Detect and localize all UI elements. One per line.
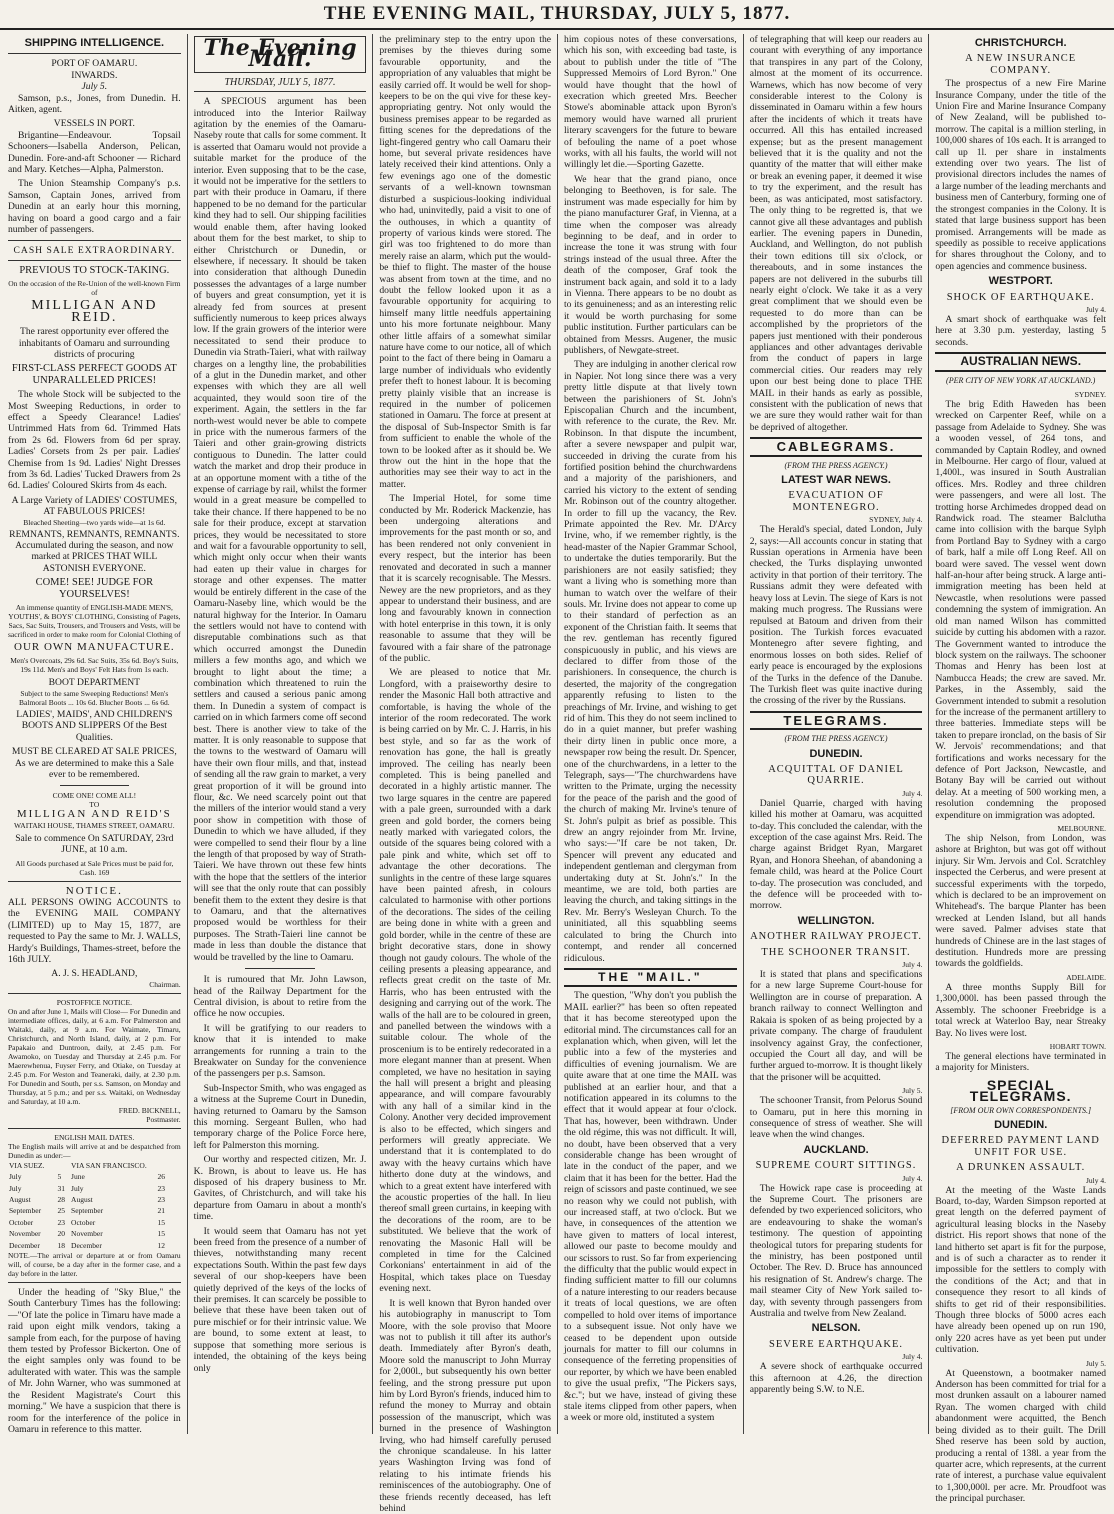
- adelaide-label: ADELAIDE.: [1066, 972, 1107, 982]
- immense: An immense quantity of ENGLISH-MADE MEN'S, YOUTHS', & BOYS' CLOTHING, Consisting of Pagets, Sacs, Sac Suits, Trousers, and Trousers and Vests, will be sacrificed in order to make room for Colonial Clothing of: [8, 603, 181, 640]
- dunedin-text: Daniel Quarrie, charged with having killed his mother at Oamaru, was acquitted to-day. This concluded the calendar, with the exception of the case against Mrs. Reid. The charge against Bridget Ryan, Margaret Ryan, and Honora Sheehan, of abandoning a female child, was heard at the Police Court to-day. The prosecution was concluded, and the defence will be proceeded with to-morrow.: [749, 797, 923, 912]
- boot-heading: BOOT DEPARTMENT: [48, 677, 141, 689]
- table-row: July 31 July 23: [9, 1183, 166, 1193]
- editorial-p5: Our worthy and respected citizen, Mr. J. K. Brown, is about to leave us. He has disposed of his drapery business to Mr. Gavites, of Christchurch, and will take his departure from Oamaru in about a month's time.: [193, 1154, 367, 1223]
- mail-table: [8, 1160, 181, 1251]
- date-5: July 4.: [902, 1352, 923, 1362]
- transit-heading: THE SCHOONER TRANSIT.: [761, 946, 911, 958]
- variety: A Large Variety of LADIES' COSTUMES, AT FABULOUS PRICES!: [11, 494, 178, 518]
- editorial-p2: It is rumoured that Mr. John Lawson, head of the Railway Department for the Central division, is about to retire from the office he now occupies.: [193, 974, 367, 1020]
- column-2: [188, 34, 374, 1434]
- firm-name: MILLIGAN AND REID.: [31, 298, 158, 325]
- table-row: July 5 June 26: [9, 1172, 166, 1182]
- notice-text: ALL PERSONS OWING ACCOUNTS to the EVENING MAIL COMPANY (LIMITED) up to May 15, 1877, are requested to Pay the same to Mr. J. WALLS, Hardy's Buildings, Thames-street, before the 16th JULY.: [8, 896, 181, 965]
- paper-title: The Evening Mail.: [194, 36, 367, 73]
- railway-heading: ANOTHER RAILWAY PROJECT.: [750, 931, 922, 943]
- insurance-heading: A NEW INSURANCE COMPANY.: [965, 53, 1077, 76]
- war-text: The Herald's special, dated London, July 2, says:—All accounts concur in stating that Russian operations in Armenia have been checked, the Turks displaying unwonted activity in that portion of their territory. The Russians admit they were defeated with heavy loss at Levin. The siege of Kars is not making much progress. The Russians were repulsed at Batoum and driven from their position. The Turkish forces evacuated Montenegro after severe fighting, and enormous losses on both sides. Relief of early peace is encouraged by the explosions of the Turks in the defence of the Danube. The Turkish fleet was quite inactive during the crossing of the river by the Russians.: [749, 524, 923, 707]
- insurance-text: The prospectus of a new Fire Marine Insurance Company, under the title of the Union Fire and Marine Insurance Company of New Zealand, will be published to-morrow. The capital is a million sterling, in 100,000 shares of 10s each. It is arranged to call up 1l. per share in instalments extending over two years. The list of provisional directors includes the names of a large number of the leading merchants and business men of Canterbury, forming one of the strongest companies in the Colony. It is stated that large business support has been promised. Arrangements will be made as speedily as possible to receive applications for shares throughout the Colony, and to open agencies and commence business.: [935, 78, 1107, 272]
- war-news-heading: LATEST WAR NEWS.: [781, 474, 891, 487]
- christchurch-heading: CHRISTCHURCH.: [974, 37, 1067, 49]
- telegrams-heading: TELEGRAMS.: [750, 711, 923, 730]
- sittings-heading: SUPREME COURT SITTINGS.: [755, 1160, 917, 1172]
- sydney-label: SYDNEY.: [1074, 389, 1107, 399]
- press-agency: (FROM THE PRESS AGENCY.): [784, 460, 888, 470]
- acquittal-heading: ACQUITTAL OF DANIEL QUARRIE.: [768, 763, 904, 787]
- column-1: [2, 34, 188, 1434]
- earthquake-heading: SEVERE EARTHQUAKE.: [769, 1338, 904, 1350]
- melbourne-label: MELBOURNE.: [1057, 824, 1107, 833]
- col3-p4: It is well known that Byron handed over his autobiography in manuscript to Tom Moore, with the sole proviso that Moore was not to publish it till after its author's death. Immediately after Byron's death, Moore sold the manuscript to John Murray for 2,000l., but subsequently his own better feeling, and the strong pressure put upon him by Lord Byron's friends, induced him to refund the money to Murray and obtain possession of the manuscript, which was burned in the presence of Washington Irving, who had himself carefully perused the chronique scandaleuse. In his latter years Washington Irving was fond of relating to his intimate friends his reminiscences of the autobiography. One of these friends recently deceased, has left behind: [379, 1297, 552, 1514]
- table-row: August 28 August 23: [9, 1195, 166, 1204]
- wellington-heading: WELLINGTON.: [797, 914, 875, 927]
- column-3: [373, 34, 558, 1514]
- westport-date: July 4.: [1086, 304, 1107, 314]
- column-4: [558, 34, 744, 1434]
- mail-intro: The English mails will arrive at and be despatched from Dunedin as under:—: [8, 1141, 181, 1160]
- mail-note: NOTE.—The arrival or departure at or from Oamaru will, of course, be a day after in the former case, and a day before in the latter.: [8, 1251, 181, 1279]
- date-4: July 4.: [902, 1173, 923, 1183]
- nelson-heading: NELSON.: [811, 1322, 861, 1335]
- table-row: November 20 November 15: [9, 1229, 166, 1239]
- shock-heading: SHOCK OF EARTHQUAKE.: [946, 291, 1095, 303]
- via-sf: VIA SAN FRANCISCO.: [71, 1160, 147, 1170]
- assault-heading: A DRUNKEN ASSAULT.: [956, 1162, 1086, 1174]
- col3-p2: The Imperial Hotel, for some time conducted by Mr. Roderick Mackenzie, has been undergoing alterations and improvements for the past month or so, and has been rendered not only convenient in every respect, but the interior has been renovated and decorated in such a manner that it is scarcely recognisable. The Messrs. Newey are the new proprietors, and as they appear to understand their business, and are long and favourably known in connection with hotel enterprise in this town, it is only reasonable to assume that they will be favoured with a fair share of the patronage of the public.: [379, 493, 552, 664]
- must-cleared: MUST BE CLEARED AT SALE PRICES, As we are determined to make this a Sale ever to be remembered.: [11, 746, 177, 780]
- inwards-heading: INWARDS.: [71, 69, 118, 81]
- auckland-heading: AUCKLAND.: [803, 1143, 869, 1156]
- headland: A. J. S. HEADLAND,: [51, 968, 138, 980]
- all-goods: All Goods purchased at Sale Prices must be paid for, Cash. 169: [15, 858, 174, 877]
- sale-commence: Sale to commence On SATURDAY, 23rd JUNE, at 10 a.m.: [15, 832, 174, 856]
- boot-text: Subject to the same Sweeping Reductions! Men's Balmoral Boots ... 10s 6d. Blucher Boots ... 6s 6d.: [19, 688, 170, 707]
- overcoats: Men's Overcoats, 29s 6d. Sac Suits, 35s 6d. Boy's Suits, 19s 11d. Men's and Boys' Felt Hats from 1s each.: [10, 656, 179, 675]
- assault-text: At Queenstown, a bootmaker named Anderson has been committed for trial for a most drunken assault on a labourer named Ryan. The women charged with child abandonment were acquitted, the Bench being divided as to their guilt. The Drill Shed reserve has been sold by auction, producing a rental of 138l. a year from the quarter acre, which represents, at the current rate of interest, a purchase value equivalent to 1,300,000l. per acre. Mr. Proudfoot was the principal purchaser.: [935, 1367, 1107, 1505]
- occasion: On the occasion of the Re-Union of the well-known Firm of: [8, 279, 181, 298]
- previous-heading: PREVIOUS TO STOCK-TAKING.: [19, 264, 170, 276]
- australian-heading: AUSTRALIAN NEWS.: [935, 352, 1106, 371]
- editorial-p4: Sub-Inspector Smith, who was engaged as a witness at the Supreme Court in Dunedin, having returned to Oamaru by the Samson this morning. Sergeant Bullen, who had temporary charge of the Police Force here, left for Palmerston this morning.: [193, 1082, 367, 1151]
- special-heading: SPECIAL TELEGRAMS.: [969, 1076, 1072, 1105]
- postoffice-heading: POSTOFFICE NOTICE.: [56, 997, 132, 1007]
- waitaki-house: WAITAKI HOUSE, THAMES STREET, OAMARU.: [14, 820, 175, 830]
- table-row: October 23 October 15: [9, 1217, 166, 1227]
- chairman: Chairman.: [149, 979, 181, 989]
- first-class: FIRST-CLASS PERFECT GOODS AT UNPARALLELED PRICES!: [11, 363, 177, 386]
- mail-heading: THE "MAIL.": [564, 968, 737, 987]
- stock-text: The whole Stock will be subjected to the Most Sweeping Reductions, in order to effect a Speedy Clearance! Ladies' Untrimmed Hats from 6d. Trimmed Hats from 2s 6d. Flowers from 6d per spray. Ladies' Corsets from 2s per pair. Ladies' Chemise from 1s 9d. Ladies' Night Dresses from 3s 6d. Ladies' Tucked Drawers from 2s 6d. Ladies' Coloured Skirts from 4s each.: [8, 389, 181, 492]
- dunedin-heading-2: DUNEDIN.: [994, 1118, 1048, 1131]
- date-1: July 4.: [902, 788, 923, 798]
- per-city: (PER CITY OF NEW YORK AT AUCKLAND.): [946, 375, 1096, 385]
- dunedin-date-2: July 5.: [1086, 1358, 1107, 1368]
- adelaide-text: A three months Supply Bill for 1,300,000l. has been passed through the Assembly. The schooner Freebridge is a total wreck at Waterloo Bay, near Streaky Bay. No lives were lost.: [935, 981, 1107, 1039]
- ladies-boots: LADIES', MAIDS', AND CHILDREN'S BOOTS AND SLIPPERS Of the Best Qualities.: [16, 708, 173, 743]
- melbourne-text: The ship Nelson, from London, was ashore at Brighton, but was got off without injury. Sir Wm. Jervois and Col. Scratchley inspected the Cerberus, and were present at successful experiments with the torpedo, which is declared to be an improvement on Whitehead's. The barque Planter has been wrecked at Lenden Island, but all hands were saved. Palmer advises state that hundreds of Chinese are in the last stages of destitution. Hundreds more are pressing towards the goldfields.: [935, 833, 1107, 970]
- firm-text: The rarest opportunity ever offered the inhabitants of Oamaru and surrounding districts of procuring: [18, 326, 170, 360]
- deferred-text: At the meeting of the Waste Lands Board, to-day, Warden Simpson reported at great length on the deferred payment of agricultural leasing blocks in the Naseby district. His report shows that none of the land hitherto set apart is fit for the purpose, and is of such a character as to render it impossible for the settlers to comply with the conditions of the Act; and that in consequence they resort to all kinds of shifts to get rid of their responsibilities. Though three blocks of 5000 acres each have already been opened up on run 190, only 220 acres have as yet been put under cultivation.: [935, 1184, 1107, 1356]
- transit-text: The schooner Transit, from Pelorus Sound to Oamaru, put in here this morning in consequence of stress of weather. She will leave when the wind changes.: [749, 1095, 923, 1141]
- via-suez: VIA SUEZ.: [9, 1160, 45, 1170]
- sky-blue: Under the heading of "Sky Blue," the South Canterbury Times has the following:—"Of late the police in Timaru have made a raid upon eight milk vendors, taking a sample from each, for the purpose of having them tested by Professor Bickerton. One of the eight samples only was found to be adulterated with water. This was the sample of Mr. John Warner, who was summoned at the Resident Magistrate's Court this morning." We have a suspicion that there is room for the interference of the police in Oamaru in reference to this matter.: [8, 1287, 181, 1435]
- wellington-text: It is stated that plans and specifications for a new large Supreme Court-house for Wellington are in course of preparation. A branch railway to connect Wellington and Rakaia is spoken of as being projected by a private company. The charge of fraudulent insolvency against Gray, the confectioner, occupied the Court all day, and will be further argued to-morrow. It is thought likely that the prisoner will be acquitted.: [749, 969, 923, 1083]
- col3-p1: the preliminary step to the entry upon the premises by the thieves during some favourable opportunity, and the appropriation of any valuables that might be easily carried off. It would be well for shop-keepers to be on the qui vive for these key-appropriating gentry. Not only would the business premises appear to be regarded as fitting scenes for the depredations of the light-fingered gentry who call Oamaru their home, but several private residences have lately received their kind attentions. Only a few evenings ago one of the domestic servants of a well-known townsman disturbed a suspicious-looking individual who had, uninvitedly, paid a visit to one of the outhouses, in which a quantity of property of various kinds were stored. The girl was too frightened to do more than merely raise an alarm, which put the would-be thief to flight. The master of the house was absent from town at the time, and no doubt the fellow looked upon it as a favourable opportunity for acquiring to himself many little needfuls appertaining unto his more fortunate neighbour. Many other little affairs of a somewhat similar nature have come to our notice, all of which point to the fact of there being in Oamaru a large number of individuals who evidently prefer theft to honest labour. It is becoming pretty plainly visible that an increase is required in the number of policemen stationed in Oamaru. The force at present at the disposal of Sub-Inspector Smith is far from sufficient to enable the whole of the town to be looked after as it should be. We throw out the hint in the hope that the authorities may see their way to act in the matter.: [379, 34, 552, 490]
- english-mail-heading: ENGLISH MAIL DATES.: [54, 1132, 135, 1142]
- sydney-date: SYDNEY, July 4.: [869, 515, 923, 525]
- manufacture: OUR OWN MANUFACTURE.: [14, 641, 175, 654]
- date-2: July 4.: [902, 960, 923, 970]
- table-row: September 25 September 21: [9, 1206, 166, 1216]
- post-text: On and after June 1, Mails will Close— For Dunedin and intermediate offices, daily, at 6 a.m. For Palmerston and Waitaki, daily, at 9 a.m. For Waimate, Timaru, Christchurch, and North Island, daily, at 2 p.m. For Papakaio and Duntroon, daily, at 2.45 p.m. For Awamoko, on Tuesday and Thursday at 2.45 p.m. For Maerewhenua, Fuyser Ferry, and Otiake, on Tuesday at 2.45 p.m. For Weston and Teaneraki, daily, at 2.30 p.m. For Dunedin and South, per s.s. Samson, on Monday and Thursday, at 5 p.m.; and per s.s. Waitaki, on Wednesday and Saturday, at 10 a.m.: [8, 1006, 181, 1106]
- deferred-heading: DEFERRED PAYMENT LAND UNFIT FOR USE.: [941, 1135, 1100, 1158]
- dunedin-heading: DUNEDIN.: [809, 747, 863, 760]
- shipping-title: SHIPPING INTELLIGENCE.: [24, 37, 165, 49]
- editorial-p6: It would seem that Oamaru has not yet been freed from the presence of a number of thieves, notwithstanding many recent expectations South. Within the past few days several of our shop-keepers have been quietly deprived of the keys of the locks of their premises. It can scarcely be possible to believe that these have been taken out of pure mischief or for their intrinsic value. We are bound, to some extent at least, to suppose that something more serious is intended, the obtaining of the keys being only: [193, 1225, 367, 1374]
- inwards-text: Samson, p.s., Jones, from Dunedin. H. Aitken, agent.: [8, 92, 181, 116]
- column-6: [929, 34, 1112, 1505]
- col5-p1: of telegraphing that will keep our readers au courant with everything of any importance that transpires in any part of the Colony, almost at the moment of its occurrence. Warnews, which has now become of very considerable interest to the Colony is disseminated in Oamaru within a few hours after the incidents of which it treats have occurred. All this has entailed increased expense; but as the present management believed that it is the quality and not the quantity of the matter that will either make or break an evening paper, it deemed it wise to try the experiment, and the result has been, as was anticipated, most satisfactory. The only thing to be regretted is, that we cannot give all these advantages and publish earlier. The evening papers in Dunedin, Auckland, and Wellington, do not publish their town editions till six o'clock, or thereabouts, and in some instances the papers are not delivered in the suburbs till nearly eight o'clock. We take it as a very great compliment that we should even be requested to do more than can be accomplished by the proprietors of the papers just mentioned with their ponderous appliances and other advantages derivable from the conduct of papers in large commercial cities. Our readers may rely upon our best being done to place THE MAIL in their hands as early as possible, consistent with the publication of news that we are sure they would rather wait for than be deprived of altogether.: [749, 34, 923, 433]
- table-row: December 18 December 12: [9, 1240, 166, 1250]
- cablegrams-heading: CABLEGRAMS.: [750, 437, 923, 456]
- press-agency-2: (FROM THE PRESS AGENCY.): [784, 734, 888, 744]
- col3-p3: We are pleased to notice that Mr. Longford, with a praiseworthy desire to render the Masonic Hall both attractive and comfortable, is having the whole of the interior of the room redecorated. The work is being carried on by Mr. C. J. Harris, in his best style, and so far as the work of renovation has gone, the hall is greatly improved. The ceiling has nearly been completed. This is being panelled and decorated in a highly artistic manner. The two large squares in the centre are papered with a pale green, surrounded with a dark green and gold border, the corners being neatly marked with variegated colors, the outside of the squares being colored with a pale pink and white, which set off to advantage the other decorations. The sunlights in the centre of these large squares have been painted afresh, in colours calculated to harmonise with other portions of the decorations. The sides of the ceiling are being done in white with a green and gold border, while in the centre of these are bright decorative stars, done in showy though not gaudy colours. The whole of the ceiling presents a pleasing appearance, and reflects great credit on the taste of Mr. Harris, who has been entrusted with the designing and carrying out of the work. The walls of the hall are to be coloured in green, and panelled between the windows with a suitable colour. The whole of the proscenium is to be entirely redecorated in a more elegant manner than at present. When completed, we have no hesitation in saying the hall will present a bright and pleasing appearance, and will compare favourably with any hall of a similar kind in the Colony. Another very decided improvement is also to be effected, which singers and performers will greatly appreciate. We understand that it is contemplated to do away with the heavy curtains which have hitherto done duty at the windows, and which to a great extent have interfered with the acoustic properties of the hall. In lieu thereof small green curtains, in keeping with the decorations of the room, are to be substituted. We believe that the work of renovating the Masonic Hall will be completed in time for the Calcined Corkonians' entertainment in aid of the Hospital, which takes place on Tuesday evening next.: [379, 667, 552, 1295]
- inwards-date: July 5.: [81, 81, 108, 93]
- editorial-p3: It will be gratifying to our readers to know that it is intended to make arrangements for running a train to the Breakwater on Sunday for the convenience of the passengers per p.s. Samson.: [193, 1022, 367, 1080]
- notice-heading: NOTICE.: [65, 884, 123, 897]
- date-3: July 5.: [902, 1086, 923, 1096]
- come-see: COME! SEE! JUDGE FOR YOURSELVES!: [35, 577, 154, 600]
- westport-text: A smart shock of earthquake was felt here at 3.30 p.m. yesterday, lasting 5 seconds.: [935, 313, 1107, 348]
- col4-p3: They are indulging in another clerical row in Napier. Not long since there was a very pretty little dispute at that lively town between the parishioners of St. John's Episcopalian Church and the incumbent, with reference to the curate, the Rev. Mr. Robinson. In that dispute the incumbent, after a severe newspaper and pulpit war, succeeded in driving the curate from his fortified position behind the churchwardens and a majority of the parishioners, and carried his victory to the extent of sending Mr. Robinson out of the country altogether. In order to fill up the vacancy, the Rev. Primate appointed the Rev. Mr. D'Arcy Irvine, who, if we remember rightly, is the head-master of the Napier Grammar School, to undertake the duties temporarily. But the parishioners are not easily satisfied; they want a living who is something more than human to watch over the welfare of their souls. Mr. Irvine does not appear to come up to their standard of perfection as an exponent of the Christian faith. It seems that the rev. gentleman has recently figured conspicuously in public, and his views are declared to differ from those of the parishioners. In consequence, the church is deserted, the majority of the congregation apparently refusing to listen to the preachings of Mr. Irvine, and wishing to get rid of him. This they do not seem inclined to do in a quiet manner, but prefer washing their dirty linen in public once more, a newspaper row being the result. Dr. Spencer, one of the churchwardens, in a letter to the Telegraph, says—"The churchwardens have written to the Primate, urging the necessity for the peace of the parish and the good of the church of making Mr. Irvine's tenure of St. John's pulpit as brief as possible. This drew an angry rejoinder from Mr. Irvine, who says:—"If care be not taken, Dr. Spencer will prevent any educated and independent gentleman and clergyman from undertaking duty at St. John's." In the meantime, we are told, both parties are leaving the church, and taking sittings in the Rev. Mr. Berry's Wesleyan Church. To the uninitiated, all this squabbling seems calculated to bring the Church into contempt, and render all concerned ridiculous.: [564, 359, 737, 964]
- nelson-text: A severe shock of earthquake occurred this afternoon at 4.26, the direction apparently being S.W. to N.E.: [749, 1361, 923, 1396]
- sheeting: Bleached Sheeting—two yards wide—at 1s 6d.: [23, 517, 166, 527]
- auckland-text: The Howick rape case is proceeding at the Supreme Court. The prisoners are defended by two experienced solicitors, who are endeavouring to shake the woman's testimony. The question of appointing theological tutors for preparing students for the ministry, has been postponed until October. The Rev. D. Bruce has announced his resignation of St. Andrew's charge. The mail steamer City of New York sailed to-day, with seventy through passengers from Australia and twelve from New Zealand.: [749, 1182, 923, 1320]
- own-correspondents: [FROM OUR OWN CORRESPONDENTS.]: [950, 1105, 1092, 1115]
- cash-sale: CASH SALE EXTRAORDINARY.: [13, 244, 176, 256]
- evacuation-heading: EVACUATION OF MONTENEGRO.: [788, 490, 884, 513]
- hobart-text: The general elections have terminated in a majority for Ministers.: [935, 1050, 1107, 1074]
- port-heading: PORT OF OAMARU.: [51, 58, 138, 70]
- bicknell: FRED. BICKNELL,: [118, 1105, 181, 1115]
- masthead: THE EVENING MAIL, THURSDAY, JULY 5, 1877.: [0, 0, 1114, 30]
- westport-heading: WESTPORT.: [988, 275, 1053, 288]
- dunedin-date: July 4.: [1086, 1175, 1107, 1185]
- come-one: COME ONE! COME ALL!: [52, 791, 137, 801]
- columns: [0, 30, 1114, 1514]
- vessels-text: Brigantine—Endeavour. Topsail Schooners—Isabella Anderson, Pelican, Dunedin. Fore-and-aft Schooner — Richard and Mary. Ketches—Alpha, Palmerston.: [8, 129, 181, 176]
- union-text: The Union Steamship Company's p.s. Samson, Captain Jones, arrived from Dunedin at an early hour this morning, having on board a good cargo and a fair number of passengers.: [8, 178, 181, 236]
- dateline: THURSDAY, JULY 5, 1877.: [194, 77, 367, 92]
- editorial-p1: A SPECIOUS argument has been introduced into the Interior Railway agitation by the enemies of the Oamaru-Naseby route that calls for some comment. It is asserted that Oamaru would not provide a suitable market for the produce of the interior. Even supposing that to be the case, it would not be imperative for the settlers to part with their produce in Oamaru, if there happened to be no demand for the particular kind they had to sell. Our shipping facilities would enable them, after having looked about them for the best market, to ship to either Christchurch or Dunedin, or elsewhere, if necessary. It should be taken into consideration that although Dunedin possesses the advantages of a large number of buyers and great consumption, yet it is already fed from sources at present sufficiently numerous to keep prices always low. If the grain growers of the interior were necessitated to send their produce to Dunedin via Strath-Taieri, what with railway charges on a lengthy line, the probabilities of a glut in the Dunedin market, and other expenses with which they are all well acquainted, they would soon tire of the experiment. Again, the settlers in the far north-west would never be able to compete in price with the numerous farmers of the Taieri and other grain-growing districts contiguous to Dunedin. The latter could watch the market and drop their produce in at an opportune moment with a tithe of the expense of carriage by rail, whilst the former would in a great measure be compelled to take their chance. If there happened to be no sale for their produce, except at starvation prices, they would be necessitated to store and wait for a favourable opportunity to sell, which might only occur when their wants had eaten up their value in charges for storage and other expenses. The matter would be entirely different in the case of the Oamaru-Naseby line, which would be the natural highway for the Interior. In Oamaru the settlers would not have to contend with disreputable combinations such as that which occurred amongst the Dunedin millers a few months ago, and which we brought to light about the time; a combination which threatened to ruin the settlers and caused a serious panic among them. In Dunedin a system of compact is carried on in which farmers come off second best. There is another view to take of the matter. It is only reasonable to suppose that the towns to the westward of Oamaru will have their own flour mills, and that, instead of sending all the raw grain to market, a very great proportion of it will be ground into flour, &c. We need scarcely point out that the millers of the interior would stand a very poor show in competition with those of Dunedin to which we have alluded, if they were compelled to send their flour by a line the length of that proposed by way of Strath-Taieri. We have thrown out these few hints with the hope that the settlers of the interior will see that the only route that can possibly benefit them to the extent they desire is that to Oamaru, and that the alternatives proposed would be worthless for their purposes. The Strath-Taieri line cannot be made in less than double the distance that would be travelled by the line to Oamaru.: [193, 96, 367, 963]
- to-word: TO: [89, 800, 100, 810]
- hobart-label: HOBART TOWN.: [1049, 1041, 1107, 1051]
- remnants: REMNANTS, REMNANTS, REMNANTS. Accumulated during the season, and now marked at PRICES THAT WILL ASTONISH EVERYONE.: [9, 528, 180, 574]
- milligan-reid-2: MILLIGAN AND REID'S: [16, 808, 172, 821]
- column-5: [744, 34, 930, 1434]
- col4-p2: We hear that the grand piano, once belonging to Beethoven, is for sale. The instrument was made especially for him by the piano manufacturer Graf, in Vienna, at a time when the composer was already beginning to be deaf, and in order to increase the tone it was strung with four strings instead of the usual three. After the death of the composer, Graf took the instrument back again, and sold it to a lady in Vienna. There appears to be no doubt as to its genuineness; and as an interesting relic it would be worth purchasing for some public institution. Further particulars can be obtained from Messrs. Augener, the music publishers, of Newgate-street.: [564, 173, 737, 356]
- postmaster: Postmaster.: [146, 1114, 181, 1124]
- sydney-text: The brig Edith Haweden has been wrecked on Carpenter Reef, while on a passage from Adelaide to Sydney. She was a wooden vessel, of 264 tons, and commanded by Captain Rodley, and owned in Melbourne. Her cargo of flour, valued at 1,400l., was insured in South Australian offices. Mrs. Rodley and three children were passengers, and were all lost. The trotting horse Archimedes dropped dead on Randwick road. The steamer Balclutha came into collision with the barque Sylph from Portland Bay to Sydney with a cargo of bark, half a mile off Long Reef. All on board were saved. The vessel went down half-an-hour after being struck. A large anti-immigration meeting has been held at Newcastle, when resolutions were passed condemning the system of immigration. An old man named Wilson has committed suicide by cutting his abdomen with a razor. The Government wanted to introduce the block system on the railways. The schooner Thomas and Henry has been lost at Nambucca Heads; the crew are saved. Mr. Parkes, in the Assembly, said the Government intended to submit a resolution for the increase of the permanent artillery to three batteries. Immediate steps will be taken to prepare ironclad, on the basis of Sir W. Jervois' recommendations; and that fortifications and works necessary for the defence of Port Jackson, Newcastle, and Botany Bay will be carried out without delay. At a meeting of 500 working men, a resolution condemning the proposed expenditure on immigration was adopted.: [935, 398, 1107, 821]
- col4-p4: The question, "Why don't you publish the MAIL earlier?" has been so often repeated that it has become stereotyped upon the editorial mind. The circumstances call for an explanation which, when given, will let the public into a few of the mysteries and difficulties of evening journalism. We are quite aware that at one time the MAIL was published at an earlier hour, and that a notification appeared in its columns to the effect that it would appear at four o'clock. That has, however, been withdrawn. Under the old régime, this was not difficult. It will, no doubt, have been observed that a very considerable change has been wrought of late in the conduct of the paper, and we claim that it has been for the better. Had the reign of scissors and paste continued, we see no reason why we could not publish, with our increased staff, at two o'clock. But we have, in consequences of the attention we have given to matters of local interest, allowed our paste to become mouldy and our scissors to rust. So far from experiencing the difficulty that the public would expect in finding sufficient matter to fill our columns of a nature interesting to our readers because it treats of local questions, we are often compelled to hold over items of importance to a subsequent issue. Not only have we ceased to be dependent upon outside journals for matter to fill our columns in consequence of the ferreting propensities of our reporter, by which we have been enabled to give the usual prefix, "The Pickers says, &c."; but we have, instead of giving these stale items clipped from other papers, when a week or more old, instituted a system: [564, 990, 737, 1424]
- vessels-heading: VESSELS IN PORT.: [53, 118, 135, 130]
- col4-p1: him copious notes of these conversations, which his son, with exceeding bad taste, is about to publish under the title of "The Suppressed Memoirs of Lord Byron." One would have thought that the howl of execration which greeted Mrs. Beecher Stowe's abominable attack upon Byron's memory would have warned all prurient literary scavengers for the future to beware of befouling the name of a poet whose works, with all his faults, the world will not willingly let die.—Sporting Gazette.: [564, 34, 737, 171]
